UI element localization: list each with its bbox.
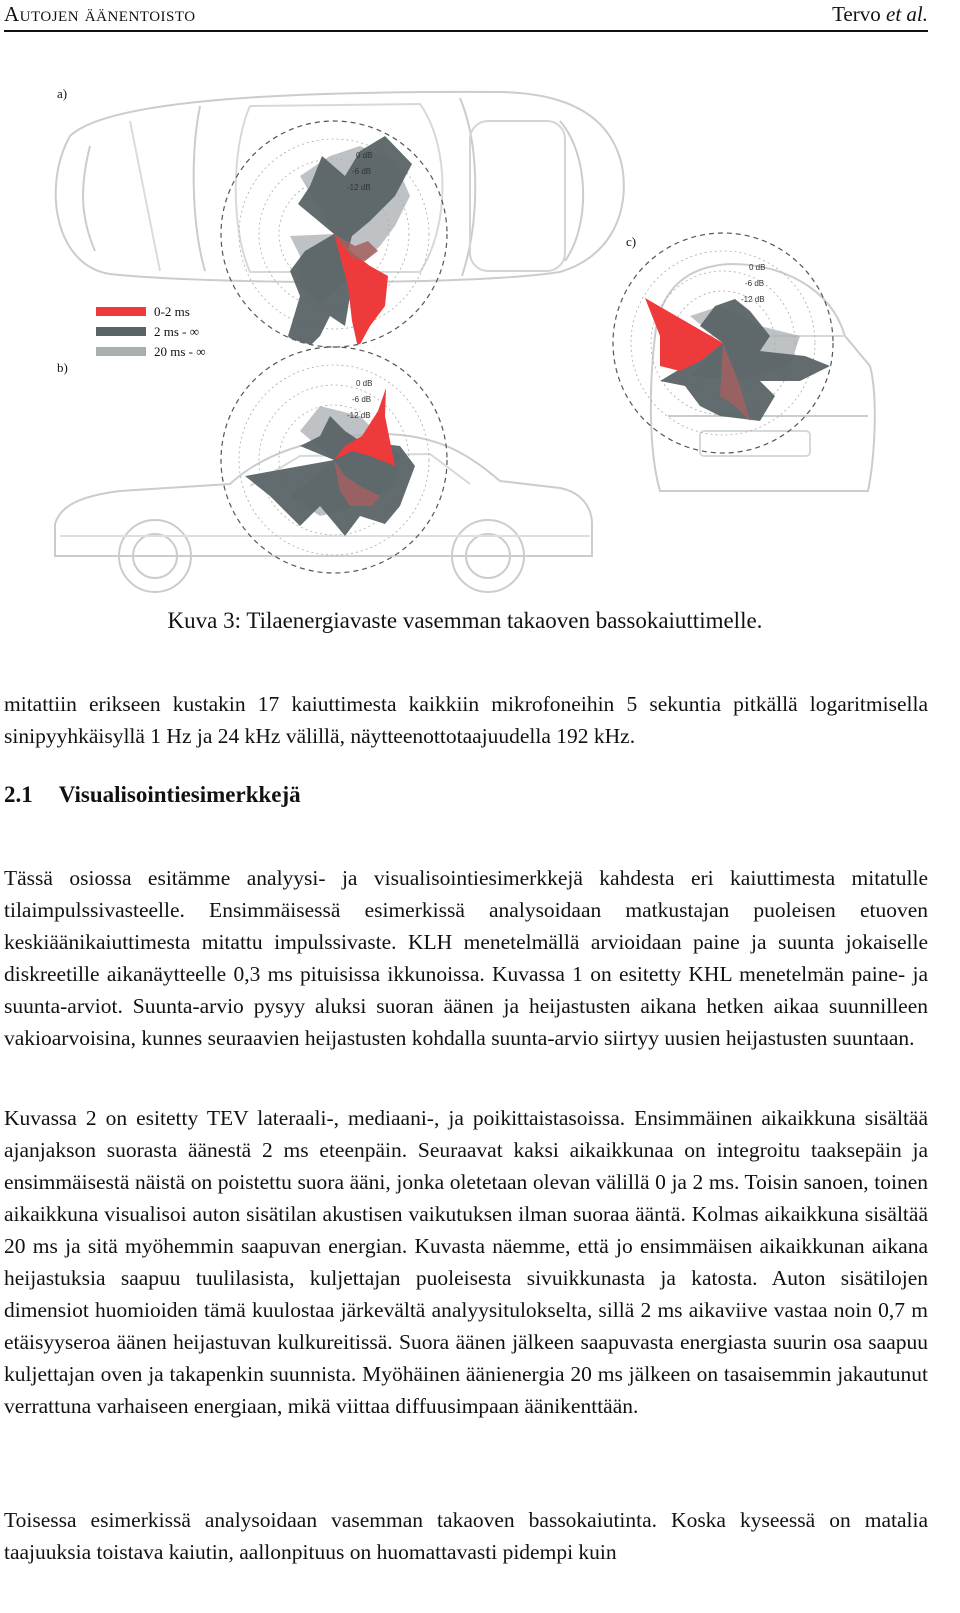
db-label-12: -12 dB bbox=[347, 411, 371, 420]
legend-label-2ms-inf: 2 ms - ∞ bbox=[154, 324, 200, 339]
header-authors bbox=[832, 0, 928, 28]
paragraph-3: Kuvassa 2 on esitetty TEV lateraali-, mediaani-, ja poikittaistasoissa. Ensimmäinen aikaikkuna sisältää ajanjakson suorasta äänestä 2 ms eteenpäin. Seuraavat kaksi aikaikkunaa on integroitu taaksepäin ja ensimmäisestä näistä on poistettu suora ääni, jonka oletetaan olevan välillä 0 ja 2 ms. Toisin sanoen, toinen aikaikkuna visualisoi auton sisätilan akustisen vaikutuksen ilman suoraa ääntä. Kolmas aikaikkuna sisältää 20 ms ja sitä myöhemmin saapuvan energian. Kuvasta näemme, että jo ensimmäisen aikaikkunan aikana heijastuksia saapuu tuulilasista, kuljettajan puoleisesta sivuikkunasta ja katosta. Auton sisätilojen dimensiot huomioiden tämä kuulostaa järkevältä analyysitulokselta, sillä 2 ms aikaviive vastaa noin 0,7 m etäisyyseroa äänen heijastuvan kulkureitissä. Suora äänen jälkeen saapuvasta energiasta suurin osa saapuu kuljettajan oven ja takapenkin suunnista. Myöhäinen äänienergia 20 ms jälkeen on tasaisemmin jakautunut verrattuna varhaiseen energiaan, mikä viittaa diffuusimpaan äänikenttään. bbox=[4, 1106, 928, 1418]
header-author-name: Tervo bbox=[832, 2, 886, 26]
header-title: Autojen äänentoisto bbox=[4, 2, 196, 26]
legend-swatch-0-2ms bbox=[96, 307, 146, 316]
panel-label-c: c) bbox=[626, 234, 637, 249]
section-title: Visualisointiesimerkkejä bbox=[58, 782, 301, 807]
db-label-12: -12 dB bbox=[741, 295, 765, 304]
polar-plot-a bbox=[221, 121, 447, 356]
figure-caption: Kuva 3: Tilaenergiavaste vasemman takaoven bassokaiuttimelle. bbox=[167, 608, 763, 633]
paragraph-4: Toisessa esimerkissä analysoidaan vasemman takaoven bassokaiutinta. Koska kyseessä on matalia taajuuksia toistava kaiutin, aallonpituus on huomattavasti pidempi kuin bbox=[4, 1508, 928, 1564]
legend-swatch-2ms-inf bbox=[96, 327, 146, 336]
paragraph-1: mitattiin erikseen kustakin 17 kaiuttimesta kaikkiin mikrofoneihin 5 sekuntia pitkällä logaritmisella sinipyyhkäisyllä 1 Hz ja 24 kHz välillä, näytteenottotaajuudella 192 kHz. bbox=[4, 692, 928, 748]
legend-swatch-20ms-inf bbox=[96, 347, 146, 356]
db-label-0: 0 dB bbox=[356, 151, 373, 160]
db-label-6: -6 dB bbox=[745, 279, 765, 288]
panel-label-a: a) bbox=[57, 86, 68, 101]
section-heading bbox=[4, 782, 301, 808]
polar-plot-b bbox=[221, 347, 447, 573]
db-label-0: 0 dB bbox=[749, 263, 766, 272]
section-number: 2.1 bbox=[4, 782, 33, 807]
figure-svg bbox=[0, 36, 960, 616]
db-label-12: -12 dB bbox=[347, 183, 371, 192]
db-label-6: -6 dB bbox=[352, 395, 372, 404]
db-label-0: 0 dB bbox=[356, 379, 373, 388]
legend bbox=[96, 304, 206, 359]
header-etal: et al. bbox=[886, 2, 928, 26]
figure-3 bbox=[0, 36, 960, 616]
paragraph-2: Tässä osiossa esitämme analyysi- ja visualisointiesimerkkejä kahdesta eri kaiuttimesta mitatulle tilaimpulssivasteelle. Ensimmäisessä esimerkissä analysoidaan matkustajan puoleisen etuoven keskiäänikaiuttimesta mitattu impulssivaste. KLH menetelmällä arvioidaan paine ja suunta jokaiselle diskreetille aikanäytteelle 0,3 ms pituisissa ikkunoissa. Kuvassa 1 on esitetty KHL menetelmän paine- ja suunta-arviot. Suunta-arvio pysyy aluksi suoran äänen ja heijastusten aikana hetken aikaa suunnilleen vakioarvoisina, kunnes seuraavien heijastusten kohdalla suunta-arvio siirtyy uusien heijastusten suuntaan. bbox=[4, 866, 928, 1050]
running-header bbox=[4, 0, 928, 32]
polar-plot-c bbox=[613, 233, 833, 453]
db-label-6: -6 dB bbox=[352, 167, 372, 176]
legend-label-0-2ms: 0-2 ms bbox=[154, 304, 190, 319]
panel-label-b: b) bbox=[57, 360, 68, 375]
legend-label-20ms-inf: 20 ms - ∞ bbox=[154, 344, 206, 359]
